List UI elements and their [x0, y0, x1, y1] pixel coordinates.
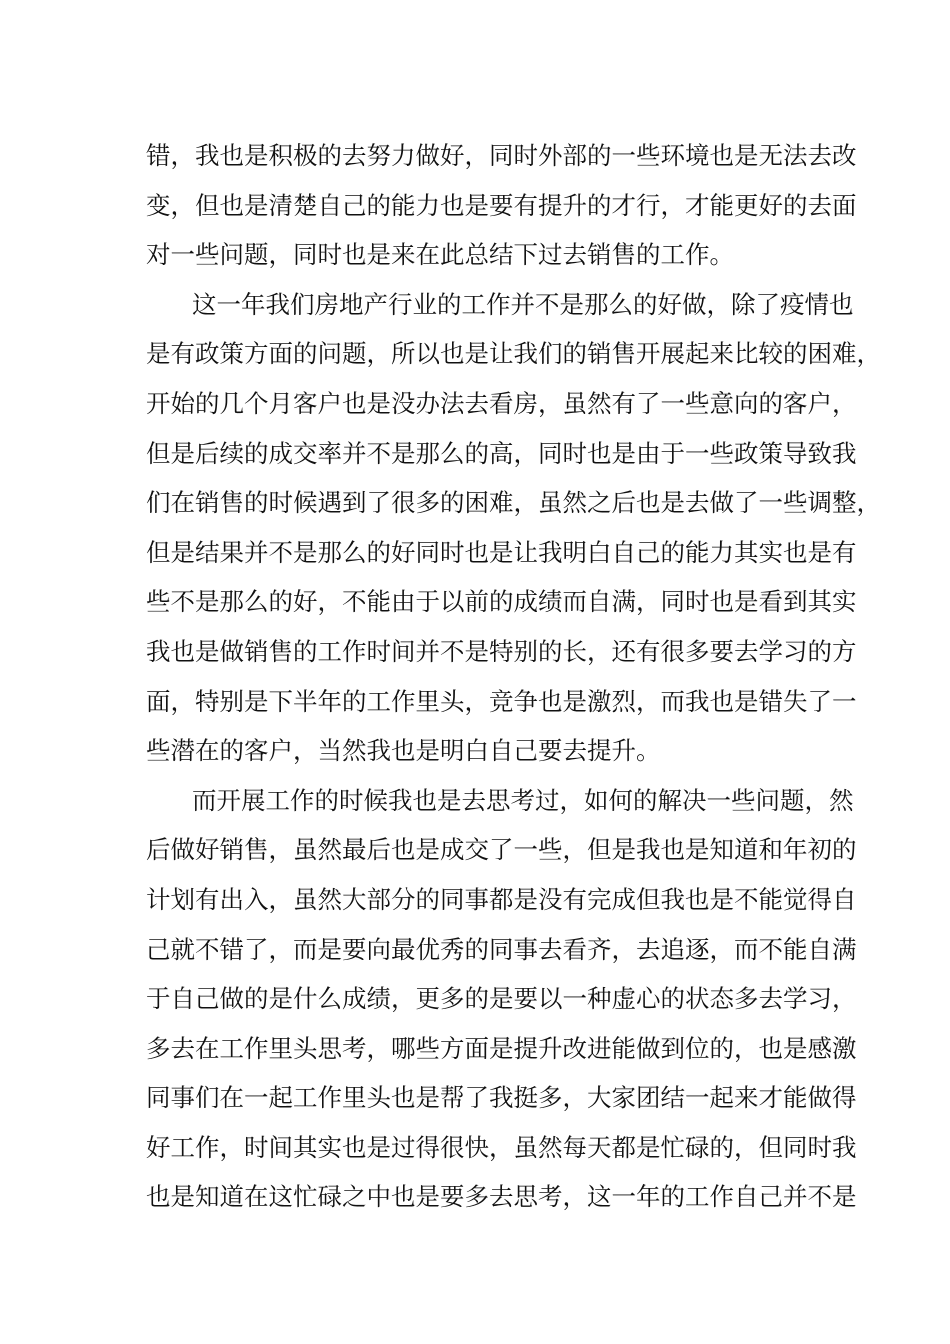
- text-line: 我也是做销售的工作时间并不是特别的长，还有很多要去学习的方: [146, 636, 857, 666]
- text-line: 些潜在的客户，当然我也是明白自己要去提升。: [146, 736, 661, 766]
- text-line: 对一些问题，同时也是来在此总结下过去销售的工作。: [146, 240, 734, 270]
- text-line: 但是结果并不是那么的好同时也是让我明白自己的能力其实也是有: [146, 537, 857, 567]
- text-line: 同事们在一起工作里头也是帮了我挺多，大家团结一起来才能做得: [146, 1083, 857, 1113]
- text-line: 好工作，时间其实也是过得很快，虽然每天都是忙碌的，但同时我: [146, 1132, 857, 1162]
- paragraph-first-line: 而开展工作的时候我也是去思考过，如何的解决一些问题，然: [192, 785, 854, 815]
- text-line: 多去在工作里头思考，哪些方面是提升改进能做到位的，也是感激: [146, 1033, 857, 1063]
- text-line: 开始的几个月客户也是没办法去看房，虽然有了一些意向的客户，: [146, 388, 857, 418]
- body-text: [146, 131, 881, 1222]
- text-line: 也是知道在这忙碌之中也是要多去思考，这一年的工作自己并不是: [146, 1182, 857, 1212]
- text-line: 错，我也是积极的去努力做好，同时外部的一些环境也是无法去改: [146, 141, 857, 170]
- text-line: 变，但也是清楚自己的能力也是要有提升的才行，才能更好的去面: [146, 190, 857, 220]
- text-line: 是有政策方面的问题，所以也是让我们的销售开展起来比较的困难，: [146, 339, 881, 369]
- paragraph-first-line: 这一年我们房地产行业的工作并不是那么的好做，除了疫情也: [192, 289, 854, 319]
- text-line: 但是后续的成交率并不是那么的高，同时也是由于一些政策导致我: [146, 438, 857, 468]
- text-line: 后做好销售，虽然最后也是成交了一些，但是我也是知道和年初的: [146, 835, 857, 865]
- text-line: 己就不错了，而是要向最优秀的同事去看齐，去追逐，而不能自满: [146, 934, 857, 964]
- text-line: 于自己做的是什么成绩，更多的是要以一种虚心的状态多去学习，: [146, 984, 857, 1014]
- text-line: 些不是那么的好，不能由于以前的成绩而自满，同时也是看到其实: [146, 587, 857, 617]
- text-line: 们在销售的时候遇到了很多的困难，虽然之后也是去做了一些调整，: [146, 488, 881, 518]
- text-line: 计划有出入，虽然大部分的同事都是没有完成但我也是不能觉得自: [146, 884, 857, 914]
- text-line: 面，特别是下半年的工作里头，竞争也是激烈，而我也是错失了一: [146, 686, 857, 716]
